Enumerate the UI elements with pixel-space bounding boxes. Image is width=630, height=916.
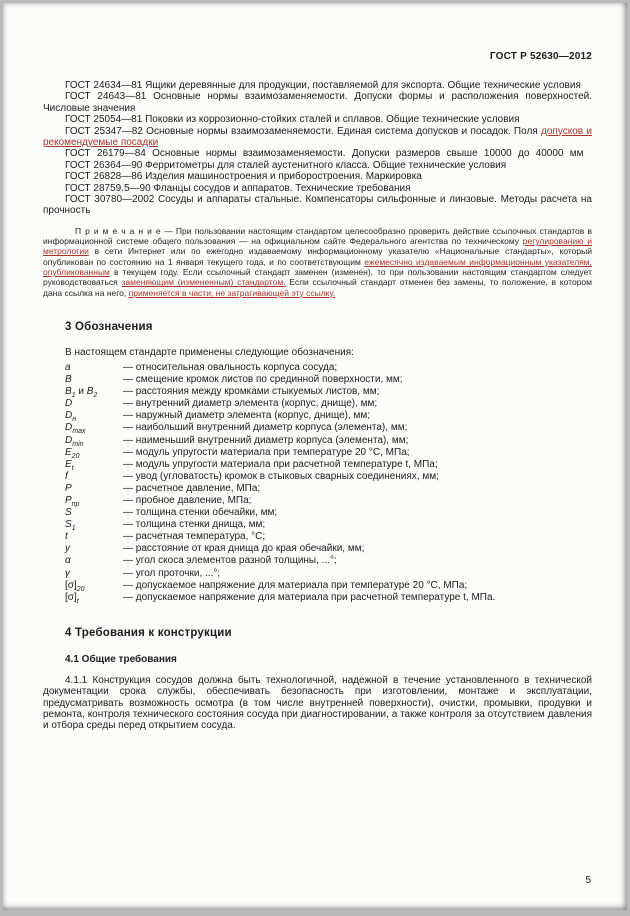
symbol-term: γ — [65, 567, 70, 579]
symbol-row — [65, 362, 592, 374]
reference-item: ГОСТ 26364—90 Ферритометры для сталей аустенитного класса. Общие технические условия — [65, 159, 507, 171]
symbol-definition: — наименьший внутренний диаметр корпуса (элемента), мм; — [123, 434, 409, 446]
symbol-term: $E_{20}$ — [65, 446, 80, 460]
symbol-definition: — расчетная температура, °С; — [123, 531, 266, 543]
symbol-definition: — увод (угловатость) кромок в стыковых сварных соединениях, мм; — [123, 470, 439, 482]
symbol-term: $D_{max}$ — [65, 422, 86, 436]
symbol-row — [65, 580, 592, 592]
note-label: П р и м е ч а н и е — [75, 225, 161, 236]
symbol-definition: — внутренний диаметр элемента (корпус, днище), мм; — [123, 398, 378, 410]
symbol-definition: — угол проточки, ...°; — [123, 567, 221, 579]
reference-item: ГОСТ 28759.5—90 Фланцы сосудов и аппаратов. Технические требования — [65, 182, 411, 194]
reference-item: ГОСТ 25054—81 Поковки из коррозионно-стойких сталей и сплавов. Общие технические условия — [65, 114, 520, 126]
symbol-definition: — модуль упругости материала при расчетной температуре t, МПа; — [123, 458, 438, 470]
symbol-definition: — наружный диаметр элемента (корпус, днище), мм; — [123, 410, 371, 422]
reference-item: ГОСТ 24643—81 Основные нормы взаимозаменяемости. Допуски формы и расположения поверхностей. Числовые значения — [43, 91, 592, 114]
symbol-definition: — смещение кромок листов по срединной поверхности, мм; — [123, 374, 403, 386]
symbol-row — [65, 507, 592, 519]
symbol-definition: — модуль упругости материала при температуре 20 °С, МПа; — [123, 446, 410, 458]
symbol-row — [65, 519, 592, 531]
section-4-1-heading: 4.1 Общие требования — [65, 653, 177, 665]
symbol-definition: — относительная овальность корпуса сосуда; — [123, 361, 338, 373]
symbol-row — [65, 531, 592, 543]
note-paragraph — [43, 226, 592, 298]
symbol-row — [65, 398, 592, 410]
section-4-heading: 4 Требования к конструкции — [65, 626, 232, 639]
symbol-row — [65, 447, 592, 459]
symbol-definition: — расстояние от края днища до края обечайки, мм; — [123, 543, 365, 555]
symbol-term: P — [65, 482, 72, 494]
symbols-list — [43, 362, 592, 604]
paragraph-4-1-1: 4.1.1 Конструкция сосудов должна быть технологичной, надежной в течение установленного в технической документации срока службы, обеспечивать безопасность при изготовлении, монтаже и эксплуатации, предусматривать возможность осмотра (в том числе внутренней поверхности), очистки, промывки, продувки и ремонта, контроля технического состояния сосуда при диагностировании, а также контроля за отсутствием давления и отбора среды перед открытием сосуда. — [43, 674, 592, 732]
reference-item: ГОСТ 24634—81 Ящики деревянные для продукции, поставляемой для экспорта. Общие технические условия — [65, 80, 581, 91]
document-number: ГОСТ Р 52630—2012 — [489, 51, 592, 62]
symbol-term: a — [65, 361, 71, 373]
symbol-term: $D_н$ — [65, 410, 77, 424]
symbol-term: f — [65, 470, 68, 482]
symbol-definition: — допускаемое напряжение для материала при температуре 20 °С, МПа; — [123, 579, 468, 591]
symbol-row — [65, 592, 592, 604]
designations-intro: В настоящем стандарте применены следующие обозначения: — [65, 346, 354, 358]
symbol-term: D — [65, 398, 73, 410]
reference-item: ГОСТ 30780—2002 Сосуды и аппараты стальные. Компенсаторы сильфонные и линзовые. Методы расчета на прочность — [43, 194, 592, 217]
symbol-term: B — [65, 374, 72, 386]
symbol-term: $E_t$ — [65, 458, 74, 472]
symbol-row — [65, 471, 592, 483]
symbol-row — [65, 483, 592, 495]
symbol-row — [65, 435, 592, 447]
symbol-term: y — [65, 543, 70, 555]
symbol-definition: — угол скоса элементов разной толщины, ...°; — [123, 555, 337, 567]
symbol-row — [65, 386, 592, 398]
references-list — [43, 80, 592, 217]
document-page — [3, 3, 627, 910]
page-number: 5 — [585, 875, 591, 886]
symbol-definition: — наибольший внутренний диаметр корпуса (элемента), мм; — [123, 422, 408, 434]
symbol-definition: — толщина стенки днища, мм; — [123, 519, 266, 531]
reference-item: ГОСТ 25347—82 Основные нормы взаимозаменяемости. Единая система допусков и посадок. Поля допусков и рекомендуемые посадки — [43, 125, 592, 149]
symbol-term: α — [65, 555, 71, 567]
note-text: — При пользовании настоящим стандартом целесообразно проверить действие ссылочных стандартов в информационной системе общего пользования — на официальном сайте Федерального агентства по техническому регулированию и метрологии в сети Интернет или по ежегодно издаваемому информационному указателю «Национальные стандарты», который опубликован по состоянию на 1 января текущего года, и по соответствующим ежемесячно издаваемым информационным указателям, опубликованным в текущем году. Если ссылочный стандарт заменен (изменен), то при пользовании настоящим стандартом следует руководствоваться заменяющим (измененным) стандартом. Если ссылочный стандарт отменен без замены, то положение, в котором дана ссылка на него, применяется в части, не затрагивающей эту ссылку. — [43, 225, 592, 298]
symbol-row — [65, 459, 592, 471]
symbol-definition: — пробное давление, МПа; — [123, 494, 252, 506]
symbol-row — [65, 410, 592, 422]
symbol-row — [65, 422, 592, 434]
symbol-term: $D_{min}$ — [65, 434, 84, 448]
symbol-term: $P_{пр}$ — [65, 494, 80, 508]
reference-item: ГОСТ 26179—84 Основные нормы взаимозаменяемости. Допуски размеров свыше 10000 до 40000 мм — [65, 148, 584, 160]
symbol-definition: — расстояния между кромками стыкуемых листов, мм; — [123, 386, 380, 398]
symbol-definition: — расчетное давление, МПа; — [123, 482, 261, 494]
symbol-row — [65, 555, 592, 567]
section-3-heading: 3 Обозначения — [65, 320, 153, 333]
symbol-row — [65, 543, 592, 555]
symbol-row — [65, 495, 592, 507]
symbol-term: $[\sigma]_{20}$ — [65, 579, 85, 593]
symbol-row — [65, 374, 592, 386]
symbol-term: S — [65, 507, 72, 519]
symbol-term: $[\sigma]_t$ — [65, 591, 79, 605]
symbol-term: t — [65, 531, 68, 543]
symbol-definition: — допускаемое напряжение для материала при расчетной температуре t, МПа. — [123, 591, 496, 603]
symbol-term: $S_1$ — [65, 519, 76, 533]
symbol-term: $B_1$ и $B_2$ — [65, 386, 98, 400]
symbol-row — [65, 568, 592, 580]
symbol-definition: — толщина стенки обечайки, мм; — [123, 507, 278, 519]
reference-item: ГОСТ 26828—86 Изделия машиностроения и приборостроения. Маркировка — [65, 171, 422, 183]
